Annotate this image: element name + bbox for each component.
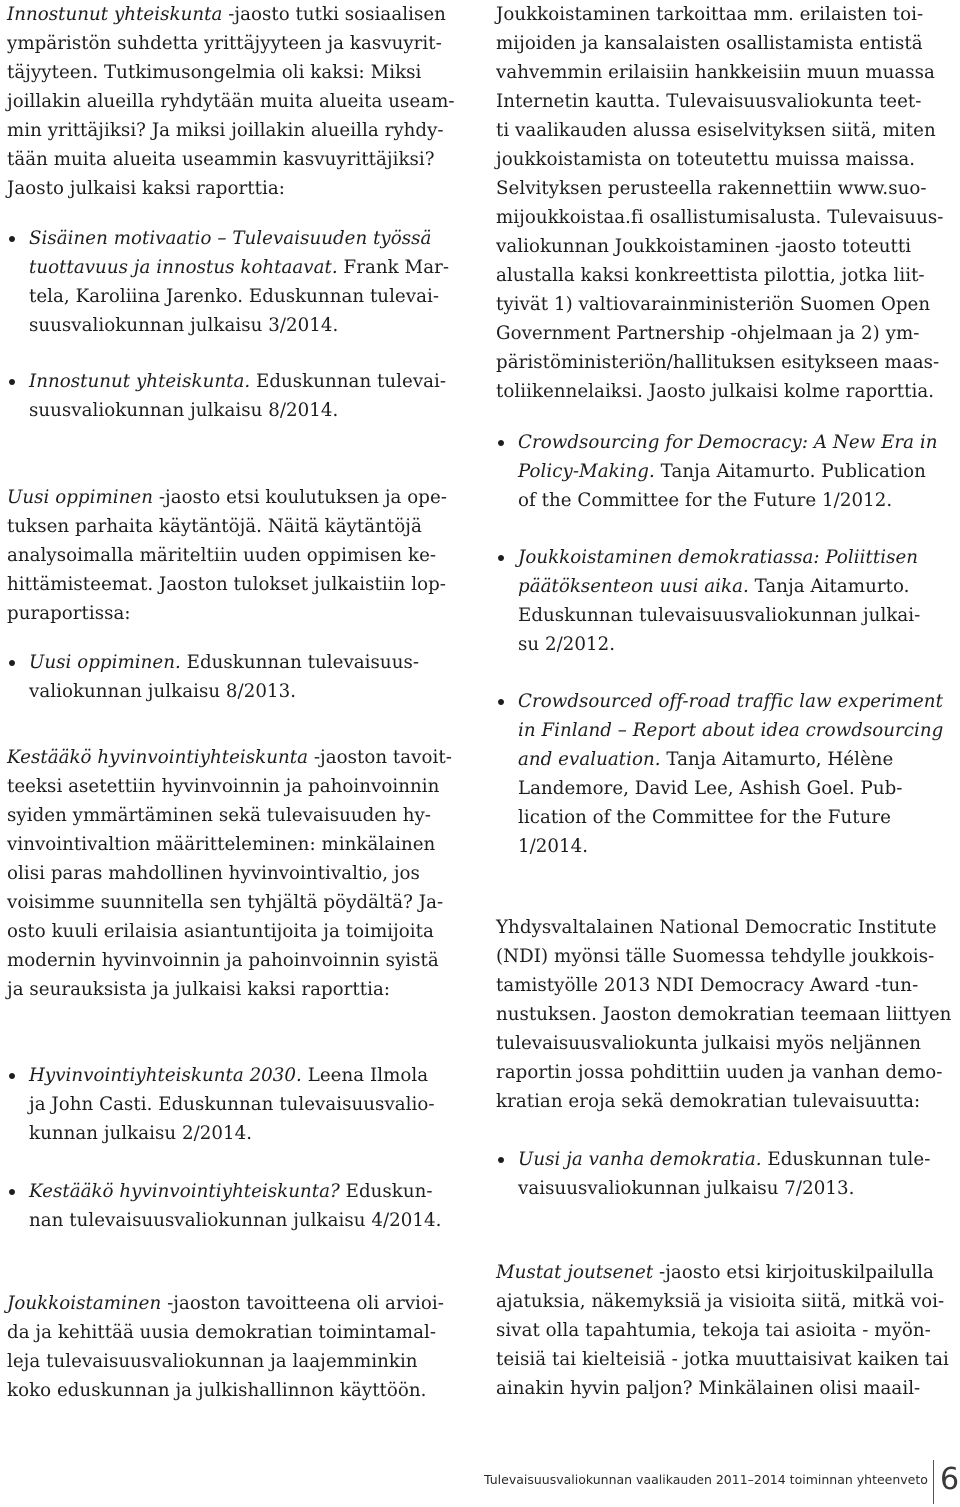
- line-text: Yhdysvaltalainen National Democratic Institute: [496, 917, 937, 938]
- line-text: of the Committee for the Future 1/2012.: [518, 490, 893, 511]
- text-line: [7, 58, 469, 87]
- text-line: [496, 1374, 960, 1403]
- text-line: [496, 319, 960, 348]
- line-text: Tanja Aitamurto. Publication: [654, 461, 926, 482]
- italic-title: Kestääkö hyvinvointiyhteiskunta: [7, 747, 308, 768]
- line-text: Internetin kautta. Tulevaisuusvaliokunta teet-: [496, 91, 922, 112]
- text-line: [7, 859, 469, 888]
- bullet-item: [496, 543, 960, 659]
- italic-title: Uusi ja vanha demokratia.: [518, 1149, 762, 1170]
- line-text: suusvaliokunnan julkaisu 3/2014.: [29, 315, 339, 336]
- text-line: [496, 58, 960, 87]
- line-text: -jaosto etsi kirjoituskilpailulla: [653, 1262, 934, 1283]
- text-line: [496, 716, 960, 745]
- line-text: tyivät 1) valtiovarainministeriön Suomen Open: [496, 294, 931, 315]
- text-line: [7, 888, 469, 917]
- bullet-dot-icon: [9, 236, 15, 242]
- bullet-item: [7, 1177, 469, 1235]
- italic-title: Kestääkö hyvinvointiyhteiskunta?: [29, 1181, 340, 1202]
- bullet-dot-icon: [9, 1189, 15, 1195]
- text-line: [7, 1119, 469, 1148]
- line-text: ajatuksia, näkemyksiä ja visioita siitä, mitkä voi-: [496, 1291, 945, 1312]
- text-line: [496, 145, 960, 174]
- text-line: [7, 541, 469, 570]
- text-line: [7, 145, 469, 174]
- line-text: suusvaliokunnan julkaisu 8/2014.: [29, 400, 339, 421]
- text-line: [7, 0, 469, 29]
- page-number: 6: [940, 1462, 960, 1497]
- line-text: nustuksen. Jaoston demokratian teemaan liittyen: [496, 1004, 952, 1025]
- text-line: [7, 648, 469, 677]
- text-line: [496, 203, 960, 232]
- text-line: [496, 774, 960, 803]
- text-line: [496, 290, 960, 319]
- line-text: valiokunnan Joukkoistaminen -jaosto toteutti: [496, 236, 912, 257]
- text-line: [496, 942, 960, 971]
- line-text: Government Partnership -ohjelmaan ja 2) ym-: [496, 323, 920, 344]
- paragraph-joukkoistaminen: [496, 0, 960, 406]
- text-line: [7, 1318, 469, 1347]
- text-line: [7, 512, 469, 541]
- text-line: [496, 913, 960, 942]
- line-text: Joukkoistaminen tarkoittaa mm. erilaisten toi-: [496, 4, 924, 25]
- paragraph-hyvinvointi: [7, 743, 469, 1004]
- text-line: [496, 1258, 960, 1287]
- text-line: [496, 687, 960, 716]
- line-text: joukkoistamista on toteutettu muissa maissa.: [496, 149, 916, 170]
- text-line: [7, 677, 469, 706]
- line-text: -jaoston tavoitteena oli arvioi-: [161, 1293, 444, 1314]
- text-line: [7, 1177, 469, 1206]
- italic-title: Uusi oppiminen: [7, 487, 153, 508]
- line-text: joillakin alueilla ryhdytään muita alueita useam-: [7, 91, 455, 112]
- line-text: valiokunnan julkaisu 8/2013.: [29, 681, 297, 702]
- line-text: analysoimalla märiteltiin uuden oppimisen ke-: [7, 545, 437, 566]
- italic-title: Joukkoistaminen demokratiassa: Poliittisen: [518, 547, 919, 568]
- text-line: [496, 486, 960, 515]
- line-text: Eduskunnan tulevaisuusvaliokunnan julkai-: [518, 605, 921, 626]
- line-text: syiden ymmärtäminen sekä tulevaisuuden hy-: [7, 805, 431, 826]
- line-text: vahvemmin erilaisiin hankkeisiin muun muassa: [496, 62, 935, 83]
- text-line: [496, 1174, 960, 1203]
- bullet-dot-icon: [9, 379, 15, 385]
- bullet-dot-icon: [498, 440, 504, 446]
- text-line: [7, 1376, 469, 1405]
- line-text: vinvointivaltion määritteleminen: minkälainen: [7, 834, 436, 855]
- text-line: [496, 543, 960, 572]
- line-text: tulevaisuusvaliokunta julkaisi myös neljännen: [496, 1033, 922, 1054]
- text-line: [496, 348, 960, 377]
- bullet-dot-icon: [498, 699, 504, 705]
- line-text: ja seurauksista ja julkaisi kaksi raporttia:: [7, 979, 391, 1000]
- italic-title: Uusi oppiminen.: [29, 652, 181, 673]
- text-line: [7, 282, 469, 311]
- text-line: [7, 483, 469, 512]
- text-line: [496, 803, 960, 832]
- text-line: [7, 1061, 469, 1090]
- line-text: -jaosto tutki sosiaalisen: [222, 4, 446, 25]
- line-text: tuksen parhaita käytäntöjä. Näitä käytäntöjä: [7, 516, 422, 537]
- text-line: [496, 1000, 960, 1029]
- paragraph-mustat-joutsenet: [496, 1258, 960, 1403]
- italic-title: Crowdsourced off-road traffic law experiment: [518, 691, 943, 712]
- text-line: [496, 1287, 960, 1316]
- line-text: ti vaalikauden alussa esiselvityksen siitä, miten: [496, 120, 936, 141]
- text-line: [496, 1316, 960, 1345]
- italic-title: Hyvinvointiyhteiskunta 2030.: [29, 1065, 302, 1086]
- text-line: [7, 830, 469, 859]
- line-text: osto kuuli erilaisia asiantuntijoita ja toimijoita: [7, 921, 434, 942]
- line-text: ja John Casti. Eduskunnan tulevaisuusvalio-: [29, 1094, 435, 1115]
- text-line: [7, 917, 469, 946]
- line-text: sivat olla tapahtumia, tekoja tai asioita - myön-: [496, 1320, 931, 1341]
- italic-title: tuottavuus ja innostus kohtaavat.: [29, 257, 338, 278]
- line-text: da ja kehittää uusia demokratian toimintamal-: [7, 1322, 437, 1343]
- page-footer: [484, 1460, 960, 1504]
- text-line: [7, 87, 469, 116]
- footer-divider: [933, 1460, 934, 1504]
- line-text: tään muita alueita useammin kasvuyrittäjiksi?: [7, 149, 435, 170]
- text-line: [7, 29, 469, 58]
- line-text: toliikennelaiksi. Jaosto julkaisi kolme raporttia.: [496, 381, 935, 402]
- text-line: [7, 1090, 469, 1119]
- text-line: [496, 1087, 960, 1116]
- text-line: [496, 87, 960, 116]
- line-text: kunnan julkaisu 2/2014.: [29, 1123, 253, 1144]
- text-line: [7, 772, 469, 801]
- text-line: [496, 1029, 960, 1058]
- line-text: Tanja Aitamurto, Hélène: [660, 749, 894, 770]
- text-line: [496, 261, 960, 290]
- line-text: mijoukkoistaa.fi osallistumisalusta. Tulevaisuus-: [496, 207, 944, 228]
- bullet-item: [7, 1061, 469, 1148]
- text-line: [496, 971, 960, 1000]
- italic-title: Crowdsourcing for Democracy: A New Era in: [518, 432, 938, 453]
- bullet-item: [496, 687, 960, 861]
- line-text: ympäristön suhdetta yrittäjyyteen ja kasvuyrit-: [7, 33, 442, 54]
- paragraph-ndi: [496, 913, 960, 1116]
- line-text: Eduskun-: [339, 1181, 433, 1202]
- text-line: [7, 743, 469, 772]
- line-text: lication of the Committee for the Future: [518, 807, 891, 828]
- bullet-item: [496, 1145, 960, 1203]
- text-line: [496, 630, 960, 659]
- text-line: [7, 801, 469, 830]
- line-text: kratian eroja sekä demokratian tulevaisuutta:: [496, 1091, 921, 1112]
- line-text: Eduskunnan tule-: [761, 1149, 931, 1170]
- bullet-dot-icon: [9, 1073, 15, 1079]
- line-text: voisimme suunnitella sen tyhjältä pöydältä? Ja-: [7, 892, 444, 913]
- line-text: 1/2014.: [518, 836, 589, 857]
- line-text: päristöministeriön/hallituksen esitykseen maas-: [496, 352, 940, 373]
- line-text: tamistyölle 2013 NDI Democracy Award -tun-: [496, 975, 919, 996]
- line-text: modernin hyvinvoinnin ja pahoinvoinnin syistä: [7, 950, 439, 971]
- text-line: [496, 174, 960, 203]
- text-line: [496, 1145, 960, 1174]
- bullet-dot-icon: [498, 555, 504, 561]
- line-text: su 2/2012.: [518, 634, 616, 655]
- italic-title: Sisäinen motivaatio – Tulevaisuuden työssä: [29, 228, 432, 249]
- text-line: [496, 232, 960, 261]
- text-line: [496, 29, 960, 58]
- line-text: -jaosto etsi koulutuksen ja ope-: [152, 487, 447, 508]
- paragraph-innostunut: [7, 0, 469, 203]
- text-line: [7, 599, 469, 628]
- line-text: teisiä tai kielteisiä - jotka muuttaisivat kaiken tai: [496, 1349, 949, 1370]
- line-text: mijoiden ja kansalaisten osallistamista entistä: [496, 33, 923, 54]
- line-text: nan tulevaisuusvaliokunnan julkaisu 4/2014.: [29, 1210, 442, 1231]
- italic-title: Innostunut yhteiskunta.: [29, 371, 251, 392]
- text-line: [496, 832, 960, 861]
- text-line: [7, 570, 469, 599]
- line-text: alustalla kaksi konkreettista pilottia, jotka liit-: [496, 265, 925, 286]
- line-text: vaisuusvaliokunnan julkaisu 7/2013.: [518, 1178, 855, 1199]
- text-line: [7, 367, 469, 396]
- text-line: [7, 253, 469, 282]
- line-text: raportin jossa pohdittiin uuden ja vanhan demo-: [496, 1062, 943, 1083]
- text-line: [7, 311, 469, 340]
- line-text: Eduskunnan tulevai-: [250, 371, 447, 392]
- text-line: [496, 1345, 960, 1374]
- bullet-item: [496, 428, 960, 515]
- text-line: [496, 116, 960, 145]
- line-text: Landemore, David Lee, Ashish Goel. Pub-: [518, 778, 903, 799]
- text-line: [496, 377, 960, 406]
- line-text: Selvityksen perusteella rakennettiin www.suo-: [496, 178, 927, 199]
- line-text: hittämisteemat. Jaoston tulokset julkaistiin lop-: [7, 574, 446, 595]
- italic-title: Joukkoistaminen: [7, 1293, 162, 1314]
- footer-title: Tulevaisuusvaliokunnan vaalikauden 2011–2014 toiminnan yhteenveto: [484, 1472, 928, 1487]
- line-text: olisi paras mahdollinen hyvinvointivaltio, jos: [7, 863, 420, 884]
- line-text: leja tulevaisuusvaliokunnan ja laajemminkin: [7, 1351, 418, 1372]
- italic-title: and evaluation.: [518, 749, 661, 770]
- bullet-dot-icon: [498, 1157, 504, 1163]
- line-text: Leena Ilmola: [301, 1065, 429, 1086]
- line-text: tela, Karoliina Jarenko. Eduskunnan tulevai-: [29, 286, 440, 307]
- line-text: Eduskunnan tulevaisuus-: [180, 652, 420, 673]
- text-line: [7, 224, 469, 253]
- line-text: -jaoston tavoit-: [307, 747, 452, 768]
- line-text: Jaosto julkaisi kaksi raporttia:: [7, 178, 285, 199]
- line-text: teeksi asetettiin hyvinvoinnin ja pahoinvoinnin: [7, 776, 440, 797]
- text-line: [7, 174, 469, 203]
- line-text: (NDI) myönsi tälle Suomessa tehdylle joukkois-: [496, 946, 935, 967]
- line-text: min yrittäjiksi? Ja miksi joillakin alueilla ryhdy-: [7, 120, 444, 141]
- italic-title: in Finland – Report about idea crowdsourcing: [518, 720, 944, 741]
- bullet-item: [7, 648, 469, 706]
- bullet-item: [7, 224, 469, 340]
- text-line: [496, 0, 960, 29]
- line-text: täjyyteen. Tutkimusongelmia oli kaksi: Miksi: [7, 62, 422, 83]
- paragraph-uusi-oppiminen: [7, 483, 469, 628]
- text-line: [7, 116, 469, 145]
- text-line: [496, 601, 960, 630]
- text-line: [496, 572, 960, 601]
- line-text: koko eduskunnan ja julkishallinnon käyttöön.: [7, 1380, 427, 1401]
- text-line: [7, 1289, 469, 1318]
- line-text: Tanja Aitamurto.: [748, 576, 910, 597]
- italic-title: päätöksenteon uusi aika.: [518, 576, 749, 597]
- bullet-dot-icon: [9, 660, 15, 666]
- text-line: [496, 428, 960, 457]
- line-text: puraportissa:: [7, 603, 131, 624]
- line-text: Frank Mar-: [337, 257, 450, 278]
- paragraph-joukkoistaminen-intro: [7, 1289, 469, 1405]
- text-line: [7, 975, 469, 1004]
- bullet-item: [7, 367, 469, 425]
- text-line: [7, 946, 469, 975]
- text-line: [496, 1058, 960, 1087]
- italic-title: Mustat joutsenet: [496, 1262, 654, 1283]
- text-line: [7, 1347, 469, 1376]
- italic-title: Innostunut yhteiskunta: [7, 4, 223, 25]
- text-line: [496, 745, 960, 774]
- text-line: [496, 457, 960, 486]
- italic-title: Policy-Making.: [518, 461, 655, 482]
- text-line: [7, 396, 469, 425]
- text-line: [7, 1206, 469, 1235]
- line-text: ainakin hyvin paljon? Minkälainen olisi maail-: [496, 1378, 921, 1399]
